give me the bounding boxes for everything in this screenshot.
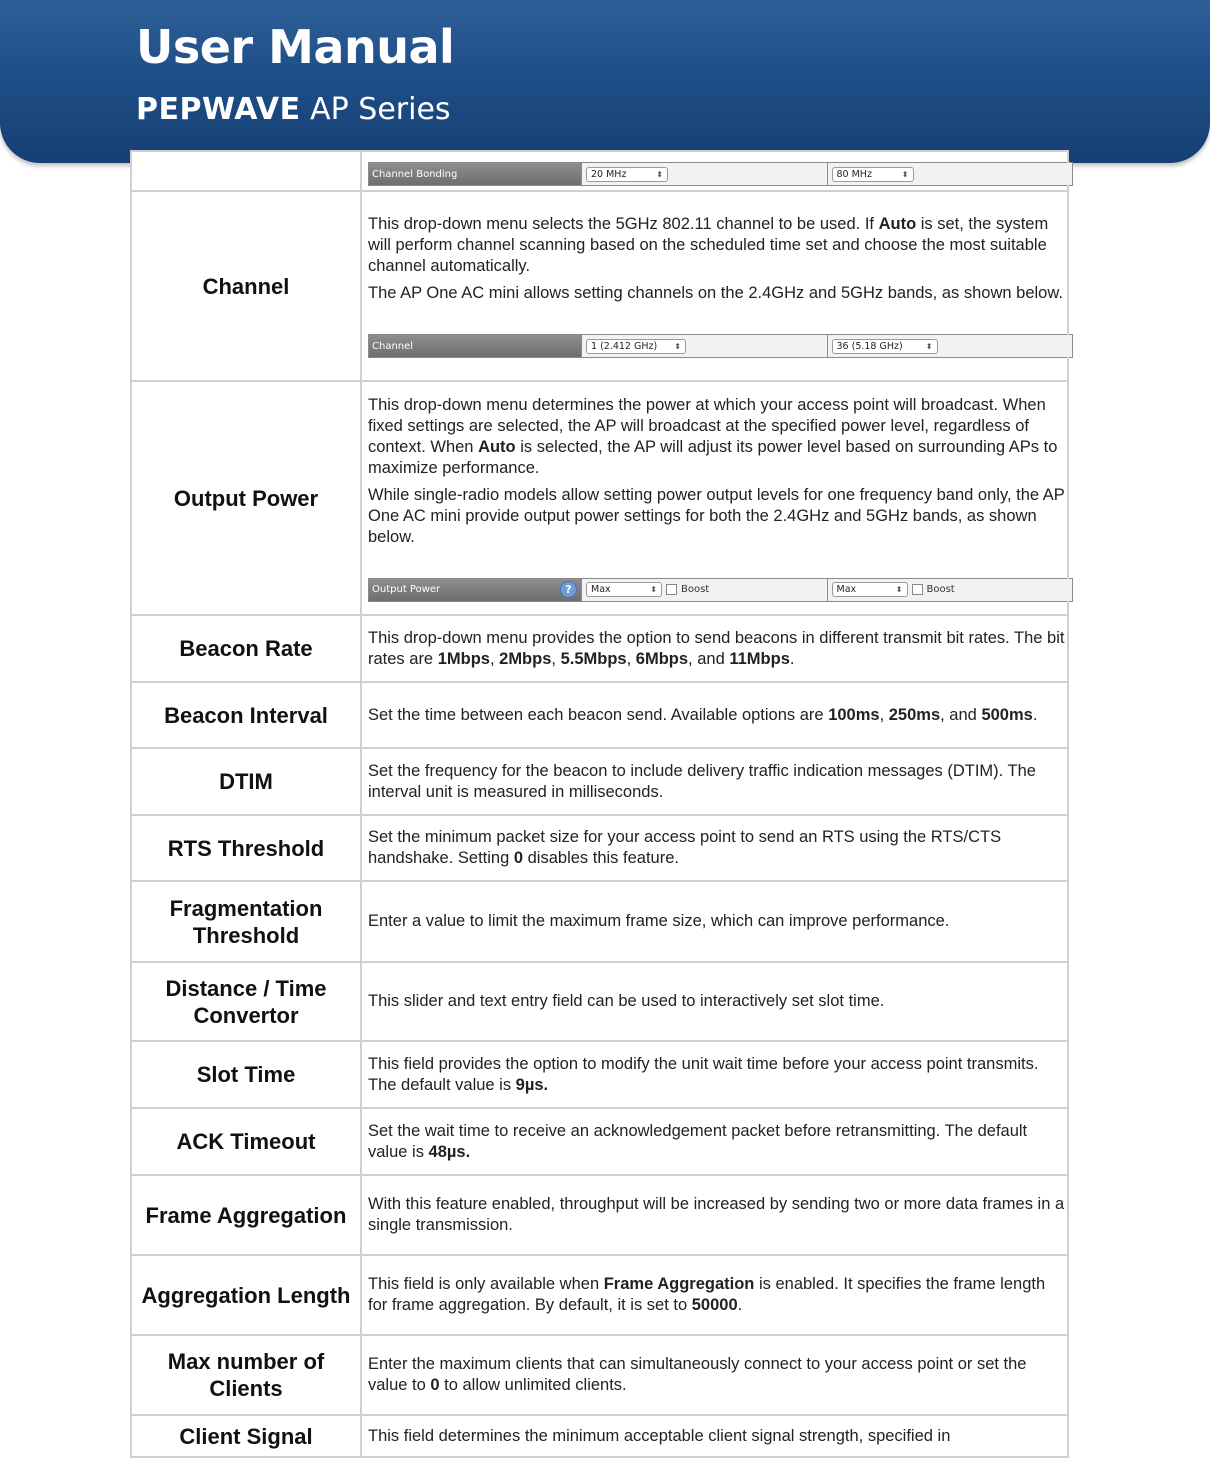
setting-row bbox=[131, 962, 1068, 1041]
emphasized-value: 6Mbps bbox=[635, 649, 689, 668]
description-text: , bbox=[489, 649, 500, 668]
emphasized-value: 2Mbps bbox=[499, 649, 552, 668]
setting-row bbox=[131, 1415, 1068, 1457]
output-power-select-value: Max bbox=[591, 584, 611, 595]
setting-row bbox=[131, 881, 1068, 962]
output-power-select[interactable] bbox=[832, 582, 908, 597]
setting-term bbox=[131, 151, 361, 191]
header-banner bbox=[0, 0, 1210, 163]
band-5ghz-cell bbox=[827, 579, 1073, 601]
setting-description bbox=[361, 151, 1068, 191]
description-text: This field provides the option to modify the unit wait time before your access point transmits. The default value is bbox=[368, 1054, 1039, 1094]
description-paragraph bbox=[368, 911, 1067, 932]
setting-description bbox=[361, 748, 1068, 815]
description-text: Enter a value to limit the maximum frame size, which can improve performance. bbox=[368, 912, 950, 930]
emphasized-value: 48µs. bbox=[428, 1142, 471, 1161]
chevron-updown-icon: ⬍ bbox=[901, 169, 909, 179]
setting-row bbox=[131, 1255, 1068, 1335]
emphasized-value: 100ms bbox=[828, 705, 880, 724]
setting-row bbox=[131, 1108, 1068, 1175]
setting-row bbox=[131, 151, 1068, 191]
description-text: . bbox=[789, 649, 795, 668]
chevron-updown-icon: ⬍ bbox=[925, 341, 933, 351]
setting-description bbox=[361, 1335, 1068, 1415]
description-paragraph bbox=[368, 761, 1067, 803]
setting-term: Frame Aggregation bbox=[131, 1175, 361, 1255]
setting-row bbox=[131, 1041, 1068, 1108]
brand-name: PEPWAVE bbox=[136, 92, 301, 127]
description-paragraph bbox=[368, 1354, 1067, 1396]
emphasized-value: 0 bbox=[430, 1376, 440, 1394]
description-text: is enabled. It specifies the frame length for frame aggregation. By default, it is set to bbox=[368, 1275, 1046, 1314]
emphasized-value: 9µs. bbox=[515, 1075, 549, 1094]
setting-description bbox=[361, 1415, 1068, 1457]
channel-bonding-select[interactable] bbox=[832, 167, 914, 182]
band-5ghz-cell bbox=[827, 163, 1073, 185]
description-paragraph bbox=[368, 705, 1067, 726]
setting-term: Aggregation Length bbox=[131, 1255, 361, 1335]
description-text: Set the minimum packet size for your access point to send an RTS using the RTS/CTS handshake. Setting bbox=[368, 828, 1002, 867]
description-text: This drop-down menu provides the option to send beacons in different transmit bit rates. The bit rates are bbox=[368, 628, 1065, 668]
description-text: to allow unlimited clients. bbox=[439, 1376, 627, 1394]
chevron-updown-icon: ⬍ bbox=[674, 341, 681, 351]
setting-description bbox=[361, 1175, 1068, 1255]
setting-term: Distance / Time Convertor bbox=[131, 962, 361, 1041]
boost-label: Boost bbox=[926, 584, 955, 595]
emphasized-value: 11Mbps bbox=[729, 649, 790, 668]
setting-row bbox=[131, 1335, 1068, 1415]
screenshot-label-text: Output Power bbox=[372, 584, 441, 595]
chevron-updown-icon: ⬍ bbox=[656, 169, 663, 179]
emphasized-value: 50000 bbox=[691, 1296, 738, 1314]
setting-term: ACK Timeout bbox=[131, 1108, 361, 1175]
description-text: With this feature enabled, throughput will be increased by sending two or more data frames in a single transmission. bbox=[368, 1195, 1065, 1234]
setting-term: Output Power bbox=[131, 381, 361, 615]
description-text: disables this feature. bbox=[523, 849, 679, 867]
channel-bonding-select-value: 80 MHz bbox=[836, 168, 872, 180]
emphasized-value: 500ms bbox=[981, 705, 1033, 724]
setting-row bbox=[131, 191, 1068, 381]
output-power-select-value: Max bbox=[836, 584, 857, 595]
setting-term: Fragmentation Threshold bbox=[131, 881, 361, 962]
screenshot-label-text: Channel bbox=[372, 340, 414, 352]
boost-checkbox[interactable] bbox=[666, 584, 677, 595]
setting-description bbox=[361, 615, 1068, 682]
setting-description bbox=[361, 815, 1068, 881]
manual-title: User Manual bbox=[136, 20, 455, 74]
emphasized-value: 0 bbox=[513, 849, 524, 867]
description-paragraph bbox=[368, 395, 1067, 479]
description-paragraph bbox=[368, 283, 1067, 304]
description-text: , and bbox=[688, 649, 730, 668]
description-text: This slider and text entry field can be used to interactively set slot time. bbox=[368, 992, 885, 1010]
screenshot-field-label bbox=[369, 335, 581, 357]
settings-table bbox=[130, 150, 1069, 1458]
output-power-settings-screenshot bbox=[368, 578, 1073, 602]
boost-checkbox[interactable] bbox=[912, 584, 923, 595]
channel-bonding-settings-screenshot bbox=[368, 162, 1073, 186]
screenshot-field-label bbox=[369, 579, 581, 601]
setting-row bbox=[131, 682, 1068, 748]
description-text: , bbox=[879, 705, 889, 724]
band-5ghz-cell bbox=[827, 335, 1073, 357]
channel-select[interactable] bbox=[586, 339, 686, 354]
description-text: This drop-down menu selects the 5GHz 802.11 channel to be used. If bbox=[368, 215, 879, 233]
description-text: While single-radio models allow setting power output levels for one frequency band only, the AP One AC mini provide output power settings for both the 2.4GHz and 5GHz bands, as shown below. bbox=[368, 485, 1065, 546]
description-text: , bbox=[551, 649, 561, 668]
setting-term: Beacon Interval bbox=[131, 682, 361, 748]
description-paragraph bbox=[368, 1194, 1067, 1236]
setting-row bbox=[131, 1175, 1068, 1255]
screenshot-label-text: Channel Bonding bbox=[372, 168, 458, 180]
screenshot-field-label bbox=[369, 163, 581, 185]
description-text: , and bbox=[940, 705, 982, 724]
emphasized-value: 5.5Mbps bbox=[560, 649, 627, 668]
description-paragraph bbox=[368, 827, 1067, 869]
series-title bbox=[136, 92, 451, 127]
description-paragraph bbox=[368, 1121, 1067, 1163]
setting-description bbox=[361, 1041, 1068, 1108]
setting-row bbox=[131, 748, 1068, 815]
setting-term: Beacon Rate bbox=[131, 615, 361, 682]
description-text: Enter the maximum clients that can simultaneously connect to your access point or set the value to bbox=[368, 1355, 1027, 1394]
setting-description bbox=[361, 682, 1068, 748]
channel-select[interactable] bbox=[832, 339, 938, 354]
description-text: . bbox=[737, 1296, 743, 1314]
description-text: The AP One AC mini allows setting channels on the 2.4GHz and 5GHz bands, as shown below. bbox=[368, 284, 1063, 302]
setting-row bbox=[131, 615, 1068, 682]
channel-settings-screenshot bbox=[368, 334, 1073, 358]
setting-term: DTIM bbox=[131, 748, 361, 815]
description-paragraph bbox=[368, 214, 1067, 277]
description-text: Set the frequency for the beacon to include delivery traffic indication messages (DTIM). The interval unit is measured in milliseconds. bbox=[368, 761, 1036, 801]
channel-select-value: 1 (2.412 GHz) bbox=[591, 340, 658, 352]
setting-description bbox=[361, 962, 1068, 1041]
setting-row bbox=[131, 815, 1068, 881]
setting-description bbox=[361, 381, 1068, 615]
description-text: Set the wait time to receive an acknowledgement packet before retransmitting. The default value is bbox=[368, 1121, 1028, 1161]
setting-description bbox=[361, 1255, 1068, 1335]
setting-description bbox=[361, 191, 1068, 381]
description-paragraph bbox=[368, 628, 1067, 670]
setting-term: Channel bbox=[131, 191, 361, 381]
description-text: is set, the system will perform channel scanning based on the scheduled time set and choose the most suitable channel automatically. bbox=[368, 215, 1049, 275]
emphasized-value: 1Mbps bbox=[437, 649, 490, 668]
channel-bonding-select-value: 20 MHz bbox=[591, 168, 627, 180]
setting-description bbox=[361, 1108, 1068, 1175]
emphasized-value: Auto bbox=[478, 437, 516, 456]
emphasized-value: 250ms bbox=[888, 705, 941, 724]
channel-bonding-select[interactable] bbox=[586, 167, 668, 182]
setting-term: Max number of Clients bbox=[131, 1335, 361, 1415]
setting-term: Slot Time bbox=[131, 1041, 361, 1108]
description-text: , bbox=[626, 649, 636, 668]
band-24ghz-cell bbox=[581, 579, 827, 601]
description-text: . bbox=[1032, 705, 1038, 724]
band-24ghz-cell bbox=[581, 335, 827, 357]
emphasized-value: Frame Aggregation bbox=[603, 1275, 755, 1293]
description-paragraph bbox=[368, 1054, 1067, 1096]
setting-description bbox=[361, 881, 1068, 962]
setting-term: Client Signal bbox=[131, 1415, 361, 1457]
output-power-select[interactable] bbox=[586, 582, 662, 597]
series-name: AP Series bbox=[310, 92, 451, 127]
description-text: is selected, the AP will adjust its power level based on surrounding APs to maximize performance. bbox=[368, 437, 1058, 477]
description-paragraph bbox=[368, 991, 1067, 1012]
description-text: This field is only available when bbox=[368, 1275, 604, 1293]
description-paragraph bbox=[368, 1426, 1067, 1447]
setting-term: RTS Threshold bbox=[131, 815, 361, 881]
help-icon[interactable]: ? bbox=[560, 581, 577, 598]
description-paragraph bbox=[368, 485, 1067, 548]
description-text: Set the time between each beacon send. Available options are bbox=[368, 705, 829, 724]
band-24ghz-cell bbox=[581, 163, 827, 185]
boost-label: Boost bbox=[681, 584, 710, 595]
channel-select-value: 36 (5.18 GHz) bbox=[836, 340, 903, 352]
description-paragraph bbox=[368, 1274, 1067, 1316]
chevron-updown-icon: ⬍ bbox=[895, 585, 903, 594]
emphasized-value: Auto bbox=[878, 215, 917, 233]
setting-row bbox=[131, 381, 1068, 615]
description-text: This drop-down menu determines the power at which your access point will broadcast. When fixed settings are selected, the AP will broadcast at the specified power level, regardless of context. When bbox=[368, 395, 1046, 456]
chevron-updown-icon: ⬍ bbox=[650, 585, 657, 594]
description-text: This field determines the minimum acceptable client signal strength, specified in bbox=[368, 1426, 951, 1445]
